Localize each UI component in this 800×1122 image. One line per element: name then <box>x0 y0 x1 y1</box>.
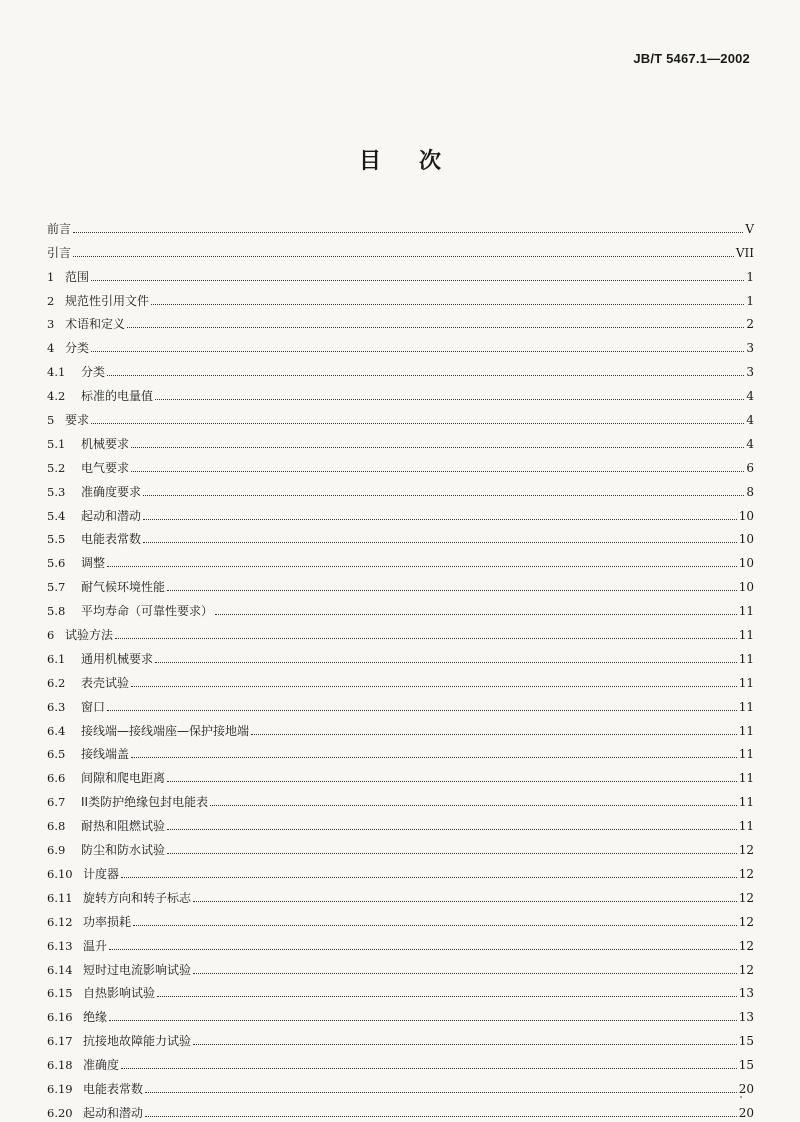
toc-entry-title: 标准的电量值 <box>81 389 154 404</box>
toc-entry[interactable] <box>47 618 754 642</box>
toc-entry[interactable] <box>47 212 754 236</box>
toc-entry[interactable] <box>47 570 754 594</box>
dot-leader <box>115 638 737 639</box>
toc-entry-page: 1 <box>746 293 754 308</box>
toc-entry-page: 6 <box>746 460 754 475</box>
toc-entry-number: 4.1 <box>47 365 66 380</box>
toc-entry[interactable] <box>47 308 754 332</box>
dot-leader <box>107 710 737 711</box>
toc-entry[interactable] <box>47 379 754 403</box>
dot-leader <box>133 925 737 926</box>
toc-entry-title: 温升 <box>83 938 108 953</box>
dot-leader <box>210 805 737 806</box>
toc-entry-page: 10 <box>738 580 754 595</box>
toc-entry-page: V <box>745 221 754 236</box>
dot-leader <box>91 351 744 352</box>
toc-entry-page: 10 <box>738 508 754 523</box>
dot-leader <box>131 686 737 687</box>
toc-entry-title: 接线端盖 <box>81 747 130 762</box>
toc-entry-number: 5.8 <box>47 604 66 619</box>
dot-leader <box>145 1116 737 1117</box>
toc-entry-number: 6.20 <box>47 1105 73 1120</box>
toc-entry-title: 准确度 <box>83 1058 120 1073</box>
toc-entry-number: 5.1 <box>47 436 66 451</box>
toc-entry-number: 6.5 <box>47 747 66 762</box>
toc-entry-title: 试验方法 <box>65 628 114 643</box>
toc-entry-number: 6 <box>47 628 55 643</box>
toc-entry-page: 11 <box>738 651 754 666</box>
toc-entry-page: 11 <box>738 699 754 714</box>
toc-entry-number: 6.16 <box>47 1010 73 1025</box>
dot-leader <box>109 949 737 950</box>
dot-leader <box>107 375 744 376</box>
toc-entry[interactable] <box>47 977 754 1001</box>
toc-entry[interactable] <box>47 427 754 451</box>
toc-entry-title: 绝缘 <box>83 1010 108 1025</box>
toc-entry-number: 3 <box>47 317 55 332</box>
toc-entry[interactable] <box>47 1024 754 1048</box>
toc-entry-title: 功率损耗 <box>83 914 132 929</box>
toc-entry-number: 6.11 <box>47 890 73 905</box>
dot-leader <box>151 304 744 305</box>
toc-entry-number: 6.4 <box>47 723 66 738</box>
toc-entry-page: 20 <box>738 1081 754 1096</box>
toc-entry[interactable] <box>47 929 754 953</box>
toc-entry-number: 5.6 <box>47 556 66 571</box>
toc-entry-number: 6.2 <box>47 675 66 690</box>
toc-entry-number: 6.9 <box>47 843 66 858</box>
toc-entry-number: 5.7 <box>47 580 66 595</box>
dot-leader <box>167 829 737 830</box>
dot-leader <box>167 590 737 591</box>
toc-entry-page: 11 <box>738 747 754 762</box>
dot-leader <box>193 973 737 974</box>
toc-entry-page: 12 <box>738 914 754 929</box>
standard-number: JB/T 5467.1—2002 <box>633 51 750 66</box>
dot-leader <box>121 877 737 878</box>
toc-entry-title: 起动和潜动 <box>81 508 142 523</box>
toc-entry[interactable] <box>47 642 754 666</box>
toc-entry-title: 起动和潜动 <box>83 1105 144 1120</box>
toc-entry[interactable] <box>47 953 754 977</box>
toc-entry-title: 计度器 <box>83 866 120 881</box>
toc-entry[interactable] <box>47 809 754 833</box>
toc-entry[interactable] <box>47 499 754 523</box>
toc-entry-page: 12 <box>738 938 754 953</box>
toc-entry[interactable] <box>47 355 754 379</box>
toc-entry[interactable] <box>47 714 754 738</box>
dot-leader <box>73 256 734 257</box>
toc-entry-title: 耐气候环境性能 <box>81 580 166 595</box>
toc-entry[interactable] <box>47 666 754 690</box>
toc-entry[interactable] <box>47 331 754 355</box>
toc-entry-page: 20 <box>738 1105 754 1120</box>
toc-entry-page: 11 <box>738 723 754 738</box>
toc-entry[interactable] <box>47 905 754 929</box>
toc-entry-page: 2 <box>746 317 754 332</box>
toc-entry-title: 前言 <box>47 221 72 236</box>
toc-entry[interactable] <box>47 403 754 427</box>
toc-entry[interactable] <box>47 833 754 857</box>
toc-entry[interactable] <box>47 1072 754 1096</box>
page-title: 目次 <box>358 149 479 174</box>
toc-entry-page: 15 <box>738 1058 754 1073</box>
toc-entry[interactable] <box>47 881 754 905</box>
toc-entry[interactable] <box>47 1096 754 1120</box>
toc-entry-title: 范围 <box>65 269 90 284</box>
toc-entry[interactable] <box>47 523 754 547</box>
toc-entry-number: 5.5 <box>47 532 66 547</box>
toc-entry-number: 5.4 <box>47 508 66 523</box>
toc-entry-page: VII <box>735 245 754 260</box>
toc-entry-page: 1 <box>746 269 754 284</box>
toc-entry-number: 5.3 <box>47 484 66 499</box>
toc-entry-number: 6.19 <box>47 1081 73 1096</box>
dot-leader <box>131 471 744 472</box>
toc-entry[interactable] <box>47 785 754 809</box>
toc-entry[interactable] <box>47 451 754 475</box>
toc-entry-title: 调整 <box>81 556 106 571</box>
dot-leader <box>145 1092 737 1093</box>
toc-entry-number: 6.3 <box>47 699 66 714</box>
toc-entry-number: 5.2 <box>47 460 66 475</box>
dot-leader <box>131 757 737 758</box>
toc-entry-page: 4 <box>746 389 754 404</box>
dot-leader <box>215 614 737 615</box>
toc-entry-title: 术语和定义 <box>65 317 126 332</box>
toc-entry-title: 要求 <box>65 413 90 428</box>
toc-entry-title: 自热影响试验 <box>83 986 156 1001</box>
toc-entry-title: 规范性引用文件 <box>65 293 150 308</box>
toc-entry-page: 12 <box>738 962 754 977</box>
toc-entry-title: 耐热和阻燃试验 <box>81 819 166 834</box>
toc-entry-page: 10 <box>738 532 754 547</box>
dot-leader <box>91 280 744 281</box>
toc-entry-number: 4.2 <box>47 389 66 404</box>
dot-leader <box>155 399 744 400</box>
toc-entry[interactable] <box>47 546 754 570</box>
scan-speck <box>740 1096 742 1098</box>
toc-entry-page: 10 <box>738 556 754 571</box>
dot-leader <box>143 519 737 520</box>
toc-entry-number: 6.12 <box>47 914 73 929</box>
toc-entry[interactable] <box>47 284 754 308</box>
toc-entry-number: 6.18 <box>47 1058 73 1073</box>
toc-entry-title: 分类 <box>81 365 106 380</box>
toc-entry-page: 8 <box>746 484 754 499</box>
toc-entry[interactable] <box>47 738 754 762</box>
toc-entry[interactable] <box>47 761 754 785</box>
toc-entry-page: 11 <box>738 771 754 786</box>
toc-entry-title: 分类 <box>65 341 90 356</box>
toc-entry-number: 5 <box>47 413 55 428</box>
toc-entry-page: 15 <box>738 1034 754 1049</box>
toc-entry-title: 通用机械要求 <box>81 651 154 666</box>
toc-entry-number: 6.14 <box>47 962 73 977</box>
toc-entry-page: 12 <box>738 843 754 858</box>
toc-entry-number: 4 <box>47 341 55 356</box>
toc-entry[interactable] <box>47 690 754 714</box>
toc-entry-page: 12 <box>738 866 754 881</box>
toc-entry-number: 6.1 <box>47 651 66 666</box>
toc-entry-number: 6.8 <box>47 819 66 834</box>
dot-leader <box>73 232 743 233</box>
dot-leader <box>91 423 744 424</box>
toc-entry-page: 11 <box>738 628 754 643</box>
toc-entry-page: 11 <box>738 604 754 619</box>
toc-entry-title: 抗接地故障能力试验 <box>83 1034 192 1049</box>
toc-entry[interactable] <box>47 475 754 499</box>
toc-entry-page: 11 <box>738 795 754 810</box>
toc-entry[interactable] <box>47 236 754 260</box>
toc-entry-title: 窗口 <box>81 699 106 714</box>
toc-entry-page: 11 <box>738 819 754 834</box>
toc-entry[interactable] <box>47 857 754 881</box>
toc-entry[interactable] <box>47 260 754 284</box>
dot-leader <box>107 566 737 567</box>
table-of-contents <box>47 212 754 1120</box>
toc-entry-number: 2 <box>47 293 55 308</box>
toc-entry[interactable] <box>47 1048 754 1072</box>
dot-leader <box>157 996 737 997</box>
dot-leader <box>167 853 737 854</box>
toc-entry-number: 1 <box>47 269 55 284</box>
toc-entry-title: 接线端—接线端座—保护接地端 <box>81 723 250 738</box>
toc-entry-title: II类防护绝缘包封电能表 <box>81 795 209 810</box>
toc-entry-page: 12 <box>738 890 754 905</box>
dot-leader <box>127 327 744 328</box>
toc-entry-title: 机械要求 <box>81 436 130 451</box>
toc-entry-title: 准确度要求 <box>81 484 142 499</box>
toc-entry-page: 4 <box>746 436 754 451</box>
toc-entry[interactable] <box>47 594 754 618</box>
toc-entry-number: 6.17 <box>47 1034 73 1049</box>
dot-leader <box>193 901 737 902</box>
toc-entry-title: 电能表常数 <box>81 532 142 547</box>
toc-entry-title: 平均寿命（可靠性要求） <box>81 604 214 619</box>
toc-entry-title: 短时过电流影响试验 <box>83 962 192 977</box>
toc-entry-number: 6.13 <box>47 938 73 953</box>
dot-leader <box>143 495 744 496</box>
toc-entry-title: 引言 <box>47 245 72 260</box>
dot-leader <box>167 781 737 782</box>
dot-leader <box>109 1020 737 1021</box>
dot-leader <box>121 1068 737 1069</box>
toc-entry-page: 3 <box>746 341 754 356</box>
toc-entry-title: 电能表常数 <box>83 1081 144 1096</box>
dot-leader <box>193 1044 737 1045</box>
toc-entry-number: 6.7 <box>47 795 66 810</box>
toc-entry-number: 6.6 <box>47 771 66 786</box>
toc-entry-title: 间隙和爬电距离 <box>81 771 166 786</box>
toc-entry-page: 13 <box>738 986 754 1001</box>
toc-entry-page: 3 <box>746 365 754 380</box>
toc-entry[interactable] <box>47 1000 754 1024</box>
toc-entry-title: 防尘和防水试验 <box>81 843 166 858</box>
dot-leader <box>131 447 744 448</box>
dot-leader <box>251 734 737 735</box>
toc-entry-number: 6.10 <box>47 866 73 881</box>
toc-entry-title: 旋转方向和转子标志 <box>83 890 192 905</box>
toc-entry-number: 6.15 <box>47 986 73 1001</box>
dot-leader <box>143 542 737 543</box>
toc-entry-page: 4 <box>746 413 754 428</box>
toc-entry-title: 电气要求 <box>81 460 130 475</box>
toc-entry-title: 表壳试验 <box>81 675 130 690</box>
dot-leader <box>155 662 737 663</box>
toc-entry-page: 11 <box>738 675 754 690</box>
toc-entry-page: 13 <box>738 1010 754 1025</box>
